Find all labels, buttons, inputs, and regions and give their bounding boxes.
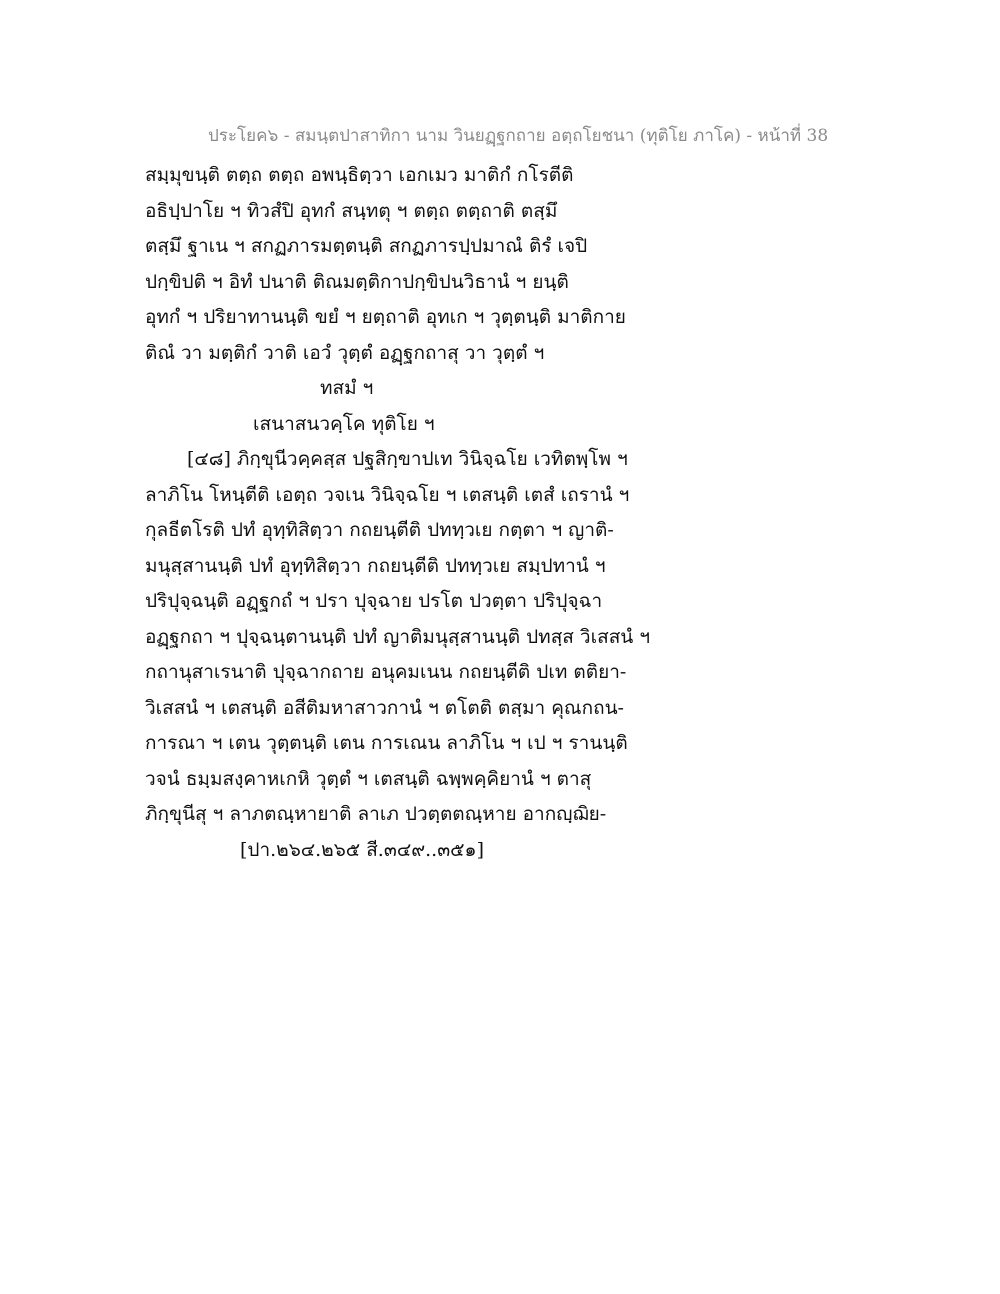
paragraph-line: กถานุสาเรนาติ ปุจฺฉากถาย อนุคมเนน กถยนฺตีติ ปเท ตติยา-	[145, 661, 627, 683]
page-reference: [ปา.๒๖๔.๒๖๕ สี.๓๔๙..๓๕๑]	[240, 838, 485, 861]
section-end-line: ทสมํ ฯ	[320, 377, 374, 399]
paragraph-line: กุลธีตโรติ ปทํ อุทฺทิสิตฺวา กถยนฺตีติ ปททฺวเย กตฺตา ฯ ญาติ-	[145, 519, 614, 541]
text-line: สมฺมุขนฺติ ตตฺถ ตตฺถ อพนฺธิตฺวา เอกเมว มาติกํ กโรตีติ	[145, 164, 574, 186]
paragraph-line: ลาภิโน โหนฺตีติ เอตฺถ วจเน วินิจฺฉโย ฯ เตสนฺติ เตสํ เถรานํ ฯ	[145, 483, 630, 506]
text-line: ปกฺขิปติ ฯ อิทํ ปนาติ ติณมตฺติกาปกฺขิปนวิธานํ ฯ ยนฺติ	[145, 270, 569, 293]
paragraph-line: การณา ฯ เตน วุตฺตนฺติ เตน การเณน ลาภิโน ฯ เป ฯ รานนฺติ	[145, 732, 628, 754]
paragraph-first-line: [๔๘] ภิกฺขุนีวคฺคสฺส ปฐสิกฺขาปเท วินิจฺฉโย เวทิตพฺโพ ฯ	[187, 448, 628, 470]
paragraph-line: มนุสฺสานนฺติ ปทํ อุทฺทิสิตฺวา กถยนฺตีติ ปททฺวเย สมฺปทานํ ฯ	[145, 554, 606, 577]
paragraph-line: ภิกฺขุนีสุ ฯ ลาภตณฺหายาติ ลาเภ ปวตฺตตณฺหาย อากญฺฌิย-	[145, 803, 607, 825]
text-line: ติณํ วา มตฺติกํ วาติ เอวํ วุตฺตํ อฏฺฐกถาสุ วา วุตฺตํ ฯ	[145, 341, 545, 364]
paragraph-line: วิเสสนํ ฯ เตสนฺติ อสีติมหาสาวกานํ ฯ ตโตติ ตสฺมา คุณกถน-	[145, 696, 624, 719]
text-line: อธิปฺปาโย ฯ ทิวสํปิ อุทกํ สนฺทตุ ฯ ตตฺถ ตตฺถาติ ตสฺมึ	[145, 199, 558, 222]
paragraph-line: ปริปุจฺฉนฺติ อฏฺฐกถํ ฯ ปรา ปุจฺฉาย ปรโต ปวตฺตา ปริปุจฺฉา	[145, 590, 603, 612]
paragraph-line: อฏฺฐกถา ฯ ปุจฺฉนฺตานนฺติ ปทํ ญาติมนุสฺสานนฺติ ปทสฺส วิเสสนํ ฯ	[145, 625, 650, 648]
chapter-end-line: เสนาสนวคฺโค ทุติโย ฯ	[253, 412, 435, 435]
text-line: อุทกํ ฯ ปริยาทานนฺติ ขยํ ฯ ยตฺถาติ อุทเก ฯ วุตฺตนฺติ มาติกาย	[145, 306, 626, 328]
body-text	[145, 158, 705, 868]
text-line: ตสฺมึ ฐาเน ฯ สกฏภารมตฺตนฺติ สกฏภารปฺปมาณํ ติรํ เจปิ	[145, 235, 588, 257]
running-header: ประโยค๖ - สมนฺตปาสาทิกา นาม วินยฏฺฐกถาย อตฺถโยชนา (ทุติโย ภาโค) - หน้าที่ 38	[208, 126, 829, 146]
paragraph-line: วจนํ ธมฺมสงฺคาหเกหิ วุตฺตํ ฯ เตสนฺติ ฉพฺพคฺคิยานํ ฯ ตาสุ	[145, 767, 592, 790]
